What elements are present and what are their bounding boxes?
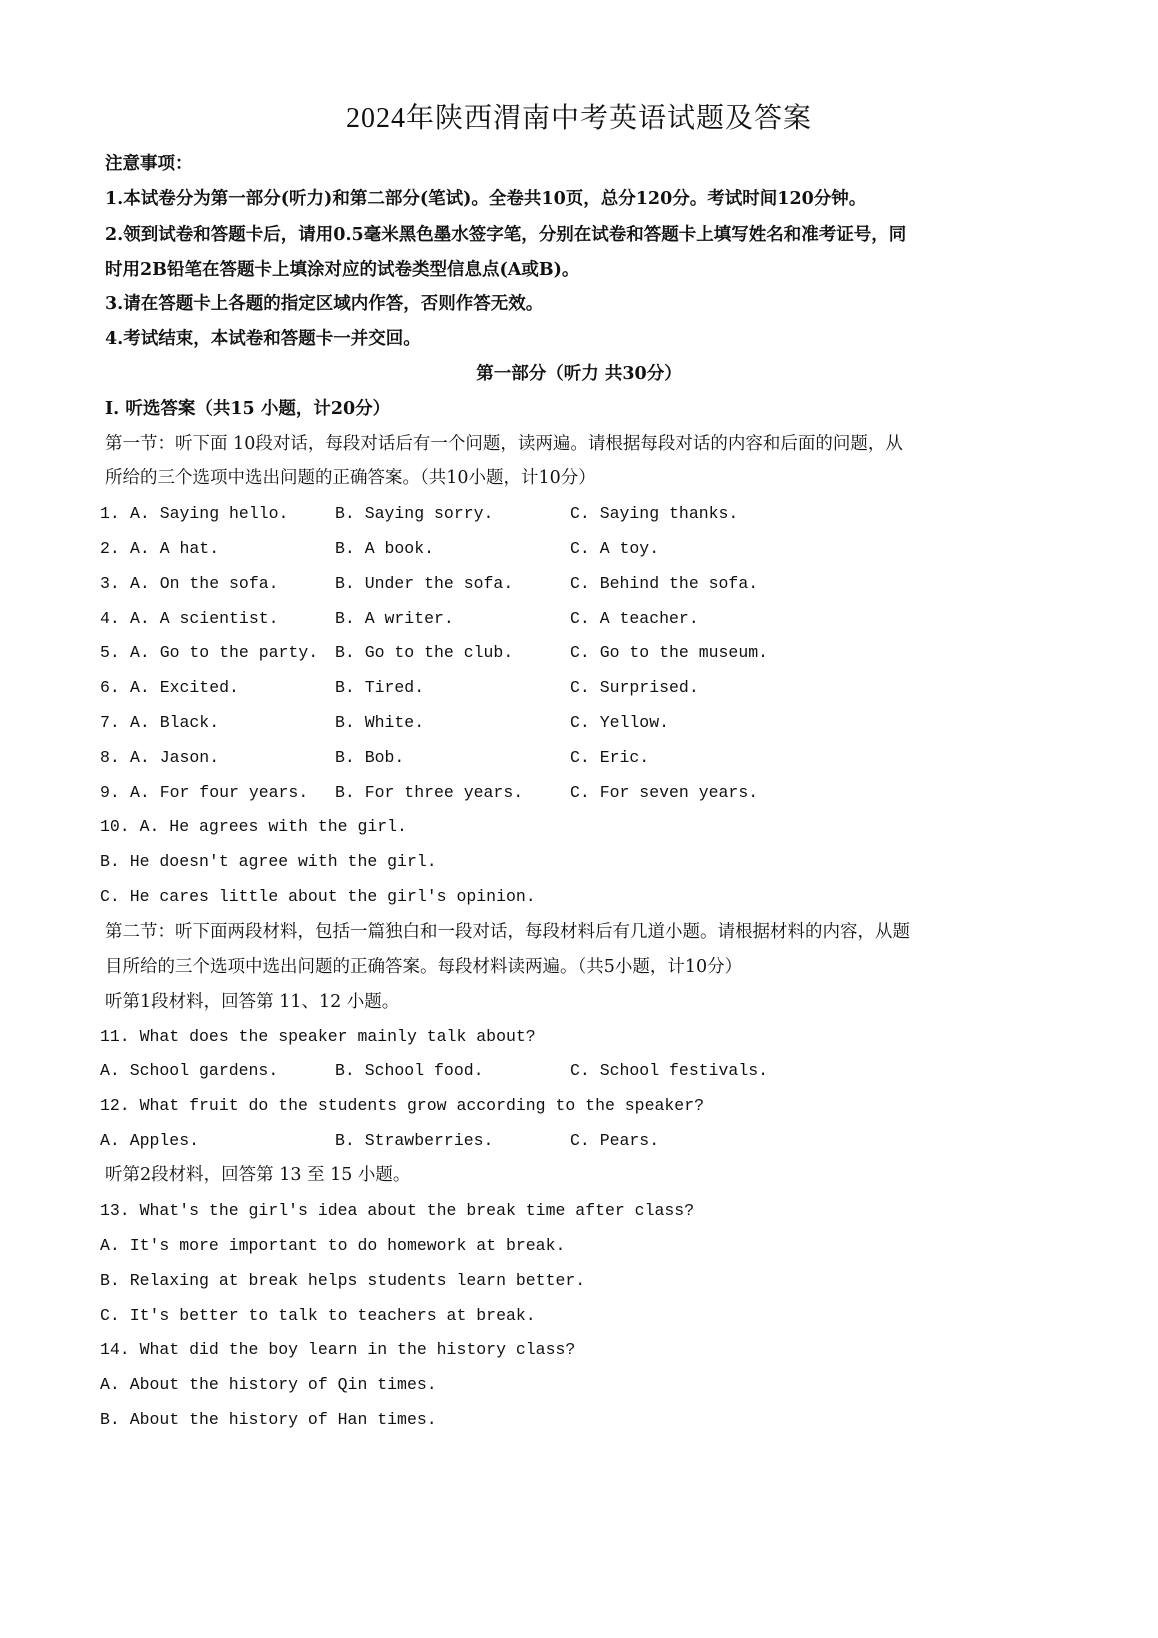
sub1-instruction: 第一节：听下面 10段对话，每段对话后有一个问题，读两遍。请根据每段对话的内容和后面的问题，从 [105,434,903,454]
q11-option-c: C. School festivals. [570,1061,769,1080]
option-c: C. Surprised. [570,678,699,697]
q10-option-a: 10. A. He agrees with the girl. [100,817,407,836]
option-b: B. Under the sofa. [335,574,514,593]
note-item: 时用2B铅笔在答题卡上填涂对应的试卷类型信息点(A或B)。 [105,260,580,280]
q14-option-b: B. About the history of Han times. [100,1410,437,1429]
page-title: 2024年陕西渭南中考英语试题及答案 [345,103,812,134]
option-b: B. Saying sorry. [335,504,494,523]
question-number: 2. [100,539,120,558]
q12-option-b: B. Strawberries. [335,1131,494,1150]
q13-option-a: A. It's more important to do homework at break. [100,1236,566,1255]
option-b: B. White. [335,713,425,732]
material1-label: 听第1段材料，回答第 11、12 小题。 [105,992,400,1012]
note-item: 4.考试结束，本试卷和答题卡一并交回。 [105,329,421,349]
option-c: C. Eric. [570,748,650,767]
question-number: 5. [100,643,120,662]
option-a: A. Black. [130,713,220,732]
q11-stem: 11. What does the speaker mainly talk about? [100,1027,536,1046]
q12-option-a: A. Apples. [100,1131,200,1150]
option-b: B. Go to the club. [335,643,514,662]
option-a: A. A scientist. [130,609,279,628]
material2-label: 听第2段材料，回答第 13 至 15 小题。 [105,1165,411,1185]
q13-stem: 13. What's the girl's idea about the break time after class? [100,1201,695,1220]
option-c: C. For seven years. [570,783,759,802]
option-c: C. A toy. [570,539,660,558]
option-a: A. Go to the party. [130,643,319,662]
part1-heading: 第一部分（听力 共30分） [476,364,682,384]
option-a: A. Jason. [130,748,220,767]
question-number: 7. [100,713,120,732]
sub1-instruction: 所给的三个选项中选出问题的正确答案。（共10小题，计10分） [105,468,596,488]
q14-option-a: A. About the history of Qin times. [100,1375,437,1394]
option-a: A. For four years. [130,783,309,802]
option-a: A. Saying hello. [130,504,289,523]
q10-option-c: C. He cares little about the girl's opinion. [100,887,536,906]
section1-heading: Ⅰ. 听选答案（共15 小题，计20分） [105,399,391,419]
option-b: B. Tired. [335,678,425,697]
notes-heading: 注意事项： [105,154,193,174]
question-number: 8. [100,748,120,767]
q11-option-b: B. School food. [335,1061,484,1080]
note-item: 3.请在答题卡上各题的指定区域内作答，否则作答无效。 [105,294,544,314]
q13-option-b: B. Relaxing at break helps students learn better. [100,1271,586,1290]
option-c: C. Saying thanks. [570,504,739,523]
question-number: 1. [100,504,120,523]
question-number: 9. [100,783,120,802]
q12-stem: 12. What fruit do the students grow according to the speaker? [100,1096,704,1115]
sub2-instruction: 目所给的三个选项中选出问题的正确答案。每段材料读两遍。（共5小题，计10分） [105,957,743,977]
question-number: 6. [100,678,120,697]
q12-option-c: C. Pears. [570,1131,660,1150]
note-item: 2.领到试卷和答题卡后，请用0.5毫米黑色墨水签字笔，分别在试卷和答题卡上填写姓名和准考证号，同 [105,225,907,245]
option-a: A. On the sofa. [130,574,279,593]
question-number: 4. [100,609,120,628]
q11-option-a: A. School gardens. [100,1061,279,1080]
option-b: B. A book. [335,539,435,558]
option-a: A. Excited. [130,678,239,697]
q14-stem: 14. What did the boy learn in the history class? [100,1340,576,1359]
option-c: C. Yellow. [570,713,670,732]
option-b: B. For three years. [335,783,524,802]
option-b: B. A writer. [335,609,454,628]
option-a: A. A hat. [130,539,220,558]
q13-option-c: C. It's better to talk to teachers at break. [100,1306,536,1325]
option-c: C. Go to the museum. [570,643,769,662]
option-b: B. Bob. [335,748,405,767]
option-c: C. A teacher. [570,609,699,628]
option-c: C. Behind the sofa. [570,574,759,593]
q10-option-b: B. He doesn't agree with the girl. [100,852,437,871]
note-item: 1.本试卷分为第一部分(听力)和第二部分(笔试)。全卷共10页，总分120分。考试时间120分钟。 [105,189,867,209]
sub2-instruction: 第二节：听下面两段材料，包括一篇独白和一段对话，每段材料后有几道小题。请根据材料的内容，从题 [105,922,910,942]
question-number: 3. [100,574,120,593]
